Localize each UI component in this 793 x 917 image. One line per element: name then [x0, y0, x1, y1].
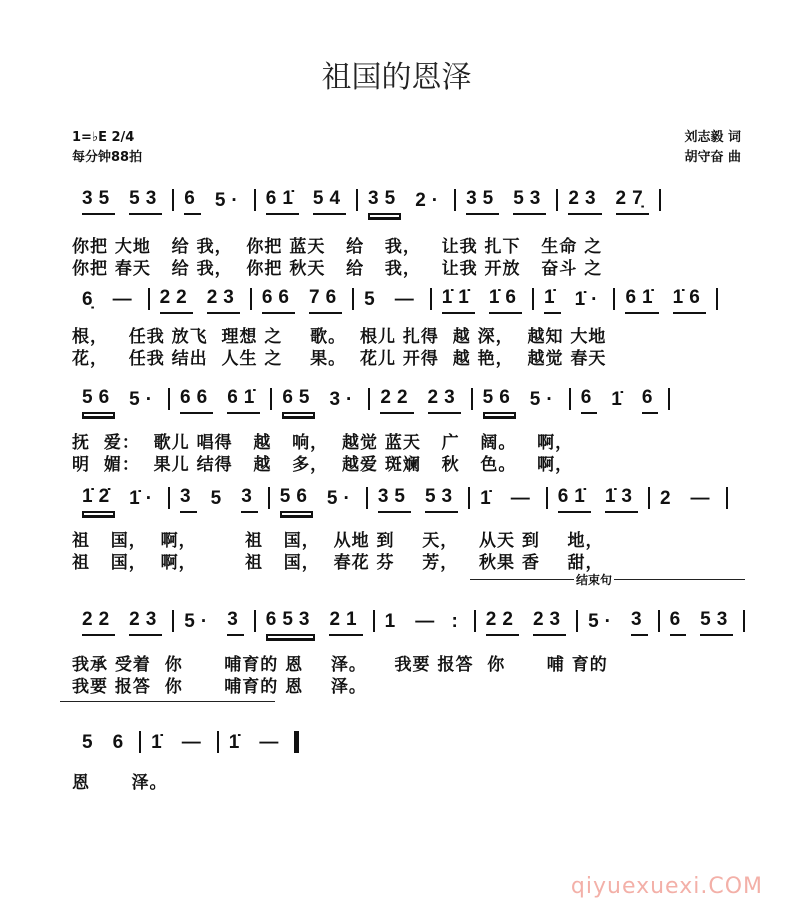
note-group: — : — [415, 611, 464, 632]
note-group: 6̣ — [82, 289, 99, 310]
note-group: 5 — [210, 488, 228, 509]
note-group: 2 — [659, 488, 677, 509]
note-group: 1 — [384, 611, 402, 632]
note-group: 56 — [280, 486, 313, 513]
measure — [534, 287, 613, 314]
barline — [743, 610, 745, 632]
ending-phrase-line-cont — [60, 701, 275, 702]
measure — [72, 609, 172, 636]
note-group: 6 — [112, 732, 130, 753]
measure — [354, 289, 430, 314]
measure — [256, 609, 373, 636]
lyricist-credit: 刘志毅 词 — [684, 130, 741, 145]
measure — [571, 387, 669, 414]
note-group: 5· — [184, 611, 214, 632]
note-group: 1̇· — [129, 488, 159, 509]
note-group: 3 — [631, 609, 648, 636]
lyrics-verse-1: 祖 国， 啊， 祖 国， 从地 到 天， 从天 到 地， — [72, 531, 604, 551]
note-group: 66 — [180, 387, 213, 414]
measure — [72, 387, 168, 414]
note-group: 1̇· — [574, 289, 604, 310]
note-group: 1̇ — [611, 389, 628, 410]
note-group: 3· — [329, 389, 359, 410]
measure — [270, 486, 366, 513]
note-group: 1̇6 — [673, 287, 706, 314]
note-group: 35 — [466, 188, 499, 215]
measure — [432, 287, 532, 314]
note-group: 35 — [378, 486, 411, 513]
note-group: 3 — [227, 609, 244, 636]
note-group: 2· — [415, 190, 445, 211]
measure — [170, 486, 268, 513]
note-group: 53 — [425, 486, 458, 513]
note-group: 56 — [483, 387, 516, 414]
measure — [456, 188, 556, 215]
note-group: 53 — [513, 188, 546, 215]
note-group: 5 — [82, 732, 99, 753]
note-group: 653 — [266, 609, 316, 636]
note-group: 23 — [533, 609, 566, 636]
barline — [659, 189, 661, 211]
measure — [72, 732, 139, 757]
watermark: qiyuexuexi.COM — [570, 874, 763, 899]
measure — [170, 387, 270, 414]
note-group: 5· — [529, 389, 559, 410]
notation-line — [72, 282, 753, 314]
note-group: 65 — [282, 387, 315, 414]
notation-line — [72, 382, 753, 414]
note-group: 1̇ — [544, 287, 561, 314]
note-group: 23 — [568, 188, 601, 215]
measure — [72, 289, 148, 314]
note-group: 3 — [180, 486, 197, 513]
measure — [370, 387, 470, 414]
composer-credit: 胡守奋 曲 — [684, 150, 741, 165]
lyrics-verse-2: 你把 春天 给 我， 你把 秋天 给 我， 让我 开放 奋斗 之 — [72, 259, 603, 279]
note-group: 21 — [329, 609, 362, 636]
tempo: 每分钟88拍 — [72, 150, 143, 165]
note-group: 6 — [581, 387, 598, 414]
note-group: 1̇3 — [605, 486, 638, 513]
measure — [650, 488, 726, 513]
note-group: 53 — [129, 188, 162, 215]
lyrics-verse-2: 花， 任我 结出 人生 之 果。 花儿 开得 越 艳， 越觉 春天 — [72, 349, 607, 369]
note-group: 27̣ — [616, 188, 649, 215]
lyrics-verse-1: 我承 受着 你 哺育的 恩 泽。 我要 报答 你 哺 育的 — [72, 655, 608, 675]
note-group: 5· — [129, 389, 159, 410]
note-group: 76 — [309, 287, 342, 314]
note-group: — — [690, 488, 716, 509]
barline — [716, 288, 718, 310]
barline — [726, 487, 728, 509]
note-group: 53 — [700, 609, 733, 636]
note-group: 22 — [82, 609, 115, 636]
note-group: 61̇ — [625, 287, 658, 314]
notation-line — [72, 604, 753, 636]
measure — [256, 188, 356, 215]
lyrics-verse-1: 根， 任我 放飞 理想 之 歌。 根儿 扎得 越 深， 越知 大地 — [72, 327, 607, 347]
note-group: 61̇ — [266, 188, 299, 215]
note-group: 1̇1̇ — [442, 287, 475, 314]
ending-phrase-label: 结束句 — [576, 573, 613, 587]
note-group: 22 — [380, 387, 413, 414]
measure — [219, 732, 295, 757]
measure — [375, 611, 474, 636]
note-group: 66 — [262, 287, 295, 314]
lyrics-verse-1: 恩 泽。 — [72, 773, 168, 793]
note-group: 5· — [214, 190, 244, 211]
note-group: 56 — [82, 387, 115, 414]
measure — [368, 486, 468, 513]
measure — [660, 609, 744, 636]
lyrics-verse-2: 祖 国， 啊， 祖 国， 春花 芬 芳， 秋果 香 甜， — [72, 553, 604, 573]
note-group: 1̇ — [480, 488, 497, 509]
note-group: 1̇6 — [489, 287, 522, 314]
measure — [174, 188, 253, 215]
note-group: 23 — [207, 287, 240, 314]
note-group: 61̇ — [227, 387, 260, 414]
note-group: 6 — [184, 188, 201, 215]
song-title: 祖国的恩泽 — [321, 60, 472, 95]
note-group: — — [181, 732, 207, 753]
measure — [476, 609, 576, 636]
note-group: — — [259, 732, 285, 753]
note-group: 23 — [428, 387, 461, 414]
measure — [72, 486, 168, 513]
measure — [473, 387, 569, 414]
note-group: — — [394, 289, 420, 310]
final-barline — [294, 731, 299, 753]
measure — [470, 488, 546, 513]
note-group: 22 — [160, 287, 193, 314]
measure — [174, 609, 253, 636]
lyrics-verse-2: 我要 报答 你 哺育的 恩 泽。 — [72, 677, 367, 697]
note-group: 1̇2̇ — [82, 486, 115, 513]
note-group: — — [112, 289, 138, 310]
measure — [358, 188, 454, 215]
measure — [72, 188, 172, 215]
note-group: 22 — [486, 609, 519, 636]
note-group: 35 — [82, 188, 115, 215]
note-group: 5· — [326, 488, 356, 509]
note-group: 1̇ — [151, 732, 168, 753]
notation-line — [72, 183, 753, 215]
note-group: 5 — [364, 289, 381, 310]
measure — [548, 486, 648, 513]
measure — [150, 287, 250, 314]
measure — [578, 609, 657, 636]
note-group: 3 — [241, 486, 258, 513]
key-signature: 1=♭E 2/4 — [72, 130, 135, 145]
note-group: 23 — [129, 609, 162, 636]
note-group: 1̇ — [228, 732, 246, 753]
barline — [668, 388, 670, 410]
measure — [252, 287, 352, 314]
lyrics-verse-2: 明 媚： 果儿 结得 越 多， 越爱 斑斓 秋 色。 啊， — [72, 455, 574, 475]
note-group: 6 — [642, 387, 659, 414]
measure — [615, 287, 715, 314]
lyrics-verse-1: 你把 大地 给 我， 你把 蓝天 给 我， 让我 扎下 生命 之 — [72, 237, 603, 257]
measure — [141, 732, 217, 757]
measure — [558, 188, 658, 215]
note-group: 6 — [670, 609, 687, 636]
measure — [272, 387, 368, 414]
notation-line — [72, 481, 753, 513]
note-group: 5· — [588, 611, 617, 632]
lyrics-verse-1: 抚 爱： 歌儿 唱得 越 响， 越觉 蓝天 广 阔。 啊， — [72, 433, 574, 453]
note-group: 35 — [368, 188, 401, 215]
note-group: — — [510, 488, 536, 509]
notation-line — [72, 725, 753, 757]
note-group: 54 — [313, 188, 346, 215]
note-group: 61̇ — [558, 486, 591, 513]
